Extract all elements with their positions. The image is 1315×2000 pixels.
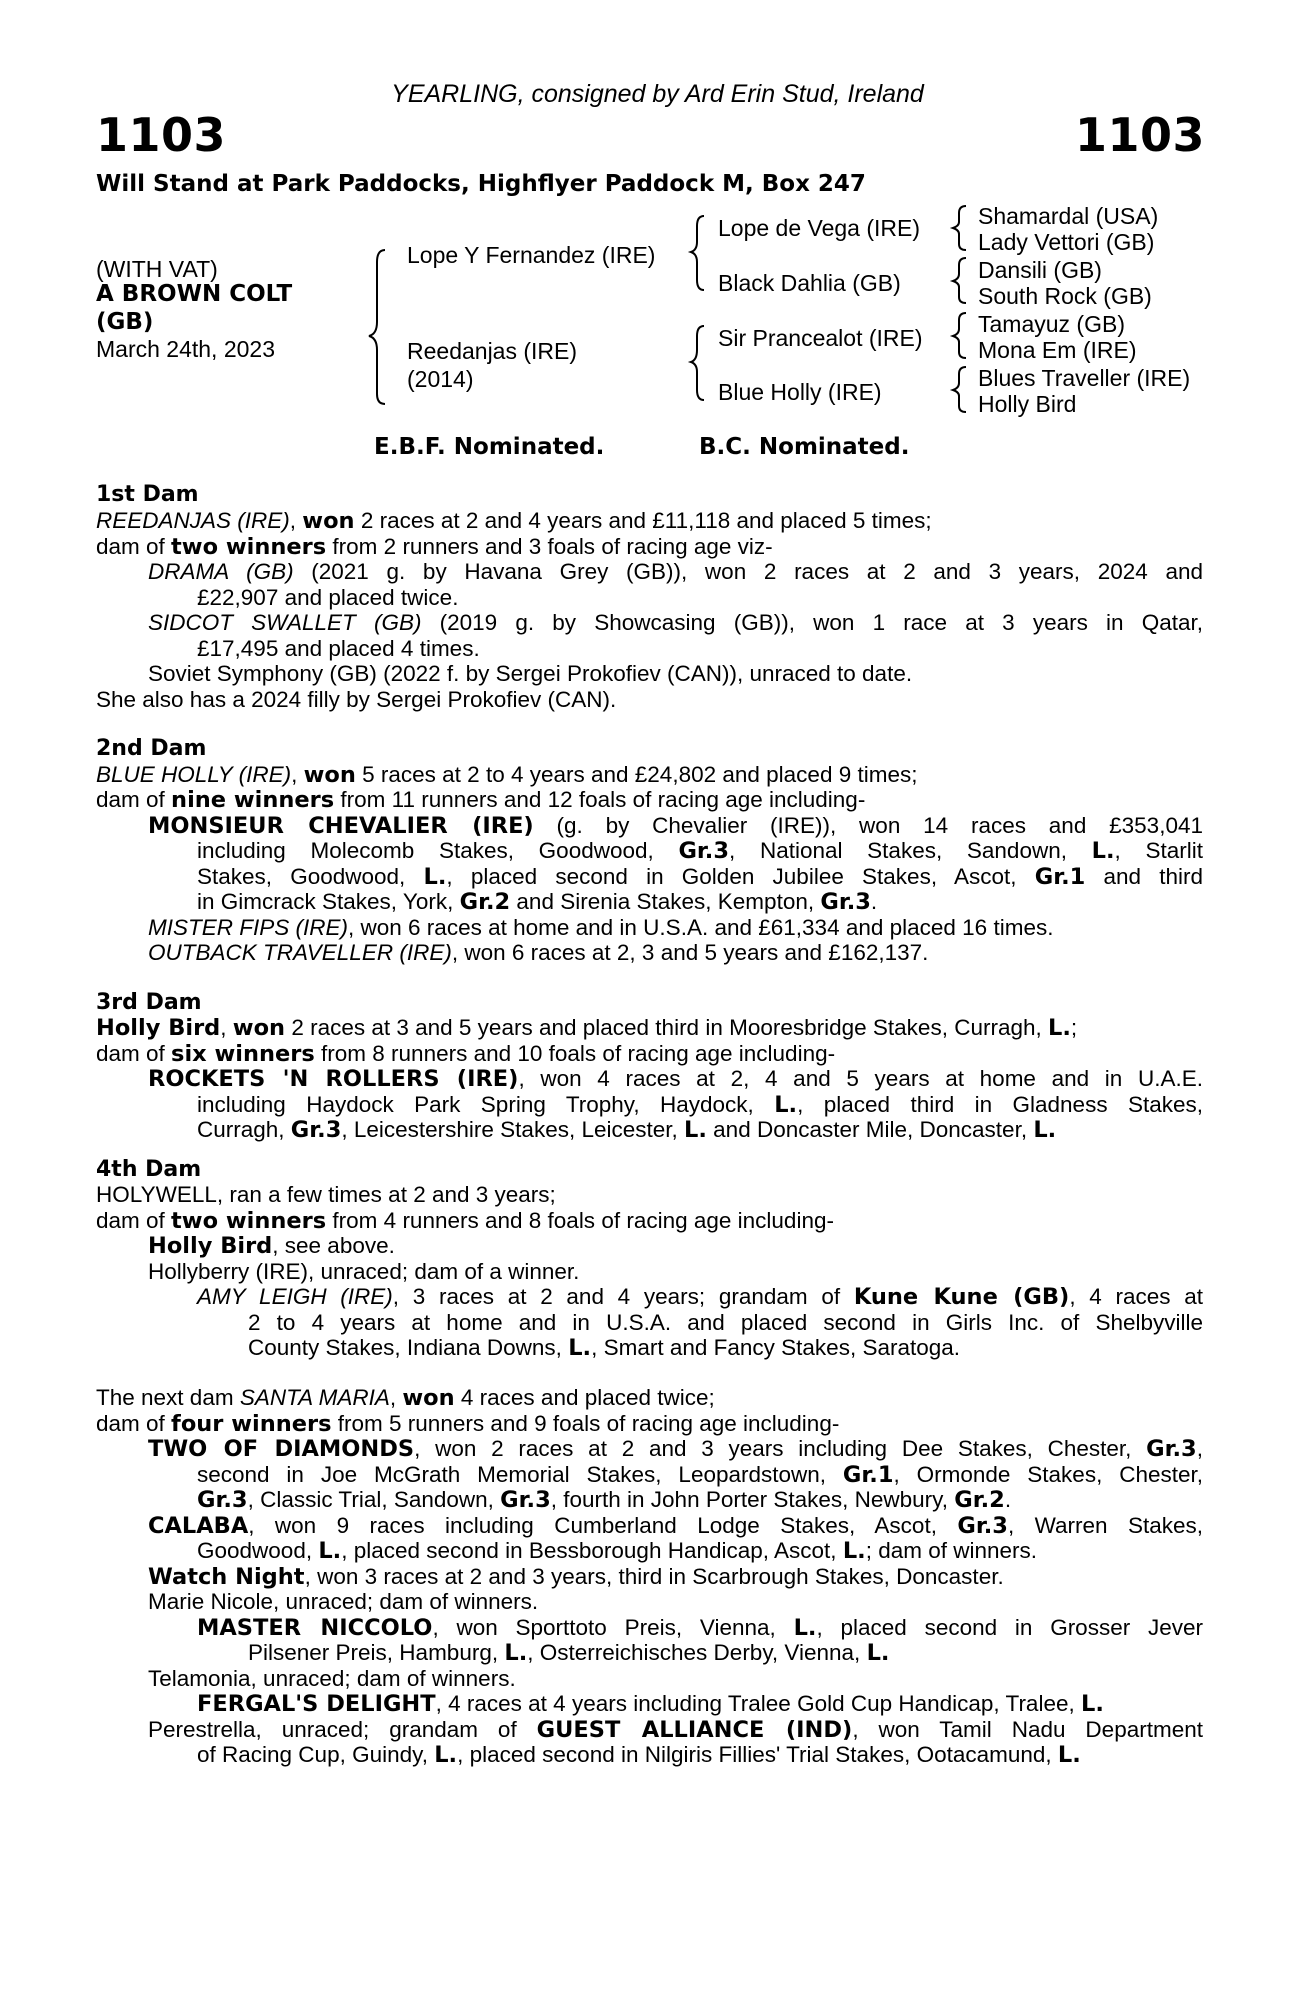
pedigree-ssd: Lady Vettori (GB) bbox=[978, 229, 1155, 255]
second-dam-produce-summary: dam of nine winners from 11 runners and 12 foals of racing age including- bbox=[96, 787, 866, 813]
produce-entry-cont: Gr.3, Classic Trial, Sandown, Gr.3, fourth in John Porter Stakes, Newbury, Gr.2. bbox=[197, 1487, 1012, 1513]
pedigree-dam-dam: Blue Holly (IRE) bbox=[718, 379, 882, 405]
stand-location: Will Stand at Park Paddocks, Highflyer Paddock M, Box 247 bbox=[96, 171, 866, 197]
third-dam-produce-summary: dam of six winners from 8 runners and 10 foals of racing age including- bbox=[96, 1041, 836, 1067]
pedigree-sds: Dansili (GB) bbox=[978, 257, 1102, 283]
pedigree-sss: Shamardal (USA) bbox=[978, 203, 1159, 229]
produce-entry-cont: including Haydock Park Spring Trophy, Haydock, L., placed third in Gladness Stakes, bbox=[197, 1092, 1204, 1118]
produce-entry-cont: in Gimcrack Stakes, York, Gr.2 and Sirenia Stakes, Kempton, Gr.3. bbox=[197, 889, 878, 915]
produce-entry-cont: 2 to 4 years at home and in U.S.A. and placed second in Girls Inc. of Shelbyville bbox=[248, 1310, 1203, 1335]
produce-entry: ROCKETS 'N ROLLERS (IRE), won 4 races at 2, 4 and 5 years at home and in U.A.E. bbox=[148, 1066, 1203, 1092]
pedigree-dam: Reedanjas (IRE) bbox=[407, 338, 578, 364]
produce-entry: MASTER NICCOLO, won Sporttoto Preis, Vienna, L., placed second in Grosser Jever bbox=[197, 1615, 1203, 1641]
produce-entry: MISTER FIPS (IRE), won 6 races at home and in U.S.A. and £61,334 and placed 16 times. bbox=[148, 915, 1054, 940]
horse-origin: (GB) bbox=[96, 309, 154, 335]
produce-entry-cont: Goodwood, L., placed second in Bessborough Handicap, Ascot, L.; dam of winners. bbox=[197, 1538, 1038, 1564]
pedigree-sdd: South Rock (GB) bbox=[978, 283, 1152, 309]
produce-entry: FERGAL'S DELIGHT, 4 races at 4 years including Tralee Gold Cup Handicap, Tralee, L. bbox=[197, 1691, 1104, 1717]
second-dam-heading: 2nd Dam bbox=[96, 736, 207, 761]
produce-entry: Watch Night, won 3 races at 2 and 3 years, third in Scarbrough Stakes, Doncaster. bbox=[148, 1564, 1004, 1590]
pedigree-dsd: Mona Em (IRE) bbox=[978, 337, 1137, 363]
produce-entry: Telamonia, unraced; dam of winners. bbox=[148, 1666, 516, 1691]
next-dam-line: The next dam SANTA MARIA, won 4 races and placed twice; bbox=[96, 1385, 715, 1411]
produce-entry: CALABA, won 9 races including Cumberland Lodge Stakes, Ascot, Gr.3, Warren Stakes, bbox=[148, 1513, 1203, 1539]
pedigree-dam-sire: Sir Prancealot (IRE) bbox=[718, 325, 923, 351]
pedigree-sire-sire: Lope de Vega (IRE) bbox=[718, 215, 921, 241]
third-dam-line: Holly Bird, won 2 races at 3 and 5 years and placed third in Mooresbridge Stakes, Curragh, L.; bbox=[96, 1015, 1078, 1041]
produce-entry-cont: £22,907 and placed twice. bbox=[197, 585, 459, 610]
produce-entry: OUTBACK TRAVELLER (IRE), won 6 races at 2, 3 and 5 years and £162,137. bbox=[148, 940, 929, 965]
produce-entry-cont: Pilsener Preis, Hamburg, L., Osterreichisches Derby, Vienna, L. bbox=[248, 1640, 890, 1666]
produce-entry: TWO OF DIAMONDS, won 2 races at 2 and 3 years including Dee Stakes, Chester, Gr.3, bbox=[148, 1436, 1203, 1462]
produce-note: She also has a 2024 filly by Sergei Prokofiev (CAN). bbox=[96, 687, 617, 712]
produce-entry: Holly Bird, see above. bbox=[148, 1233, 395, 1259]
third-dam-heading: 3rd Dam bbox=[96, 990, 202, 1015]
produce-entry: Hollyberry (IRE), unraced; dam of a winner. bbox=[148, 1259, 580, 1284]
pedigree-dam-year: (2014) bbox=[407, 366, 474, 392]
produce-entry-cont: of Racing Cup, Guindy, L., placed second in Nilgiris Fillies' Trial Stakes, Ootacamund, L. bbox=[197, 1742, 1081, 1768]
produce-entry: DRAMA (GB) (2021 g. by Havana Grey (GB)), won 2 races at 2 and 3 years, 2024 and bbox=[148, 559, 1203, 584]
produce-entry: Perestrella, unraced; grandam of GUEST ALLIANCE (IND), won Tamil Nadu Department bbox=[148, 1717, 1203, 1743]
produce-entry-cont: Curragh, Gr.3, Leicestershire Stakes, Leicester, L. and Doncaster Mile, Doncaster, L. bbox=[197, 1117, 1057, 1143]
produce-entry-cont: including Molecomb Stakes, Goodwood, Gr.3, National Stakes, Sandown, L., Starlit bbox=[197, 838, 1203, 864]
fourth-dam-heading: 4th Dam bbox=[96, 1157, 202, 1182]
produce-entry: MONSIEUR CHEVALIER (IRE) (g. by Chevalier (IRE)), won 14 races and £353,041 bbox=[148, 813, 1203, 839]
pedigree-sire-dam: Black Dahlia (GB) bbox=[718, 270, 901, 296]
bc-nomination: B.C. Nominated. bbox=[699, 434, 910, 460]
horse-description: A BROWN COLT bbox=[96, 281, 293, 307]
produce-entry-cont: County Stakes, Indiana Downs, L., Smart and Fancy Stakes, Saratoga. bbox=[248, 1335, 961, 1361]
pedigree-dds: Blues Traveller (IRE) bbox=[978, 365, 1191, 391]
produce-entry: SIDCOT SWALLET (GB) (2019 g. by Showcasing (GB)), won 1 race at 3 years in Qatar, bbox=[148, 610, 1203, 635]
fourth-dam-produce-summary: dam of two winners from 4 runners and 8 foals of racing age including- bbox=[96, 1208, 834, 1234]
first-dam-line: REEDANJAS (IRE), won 2 races at 2 and 4 years and £11,118 and placed 5 times; bbox=[96, 508, 932, 534]
pedigree-sire: Lope Y Fernandez (IRE) bbox=[407, 242, 656, 268]
pedigree-ddd: Holly Bird bbox=[978, 391, 1077, 417]
lot-number-right: 1103 bbox=[1074, 108, 1205, 162]
ebf-nomination: E.B.F. Nominated. bbox=[374, 434, 605, 460]
second-dam-line: BLUE HOLLY (IRE), won 5 races at 2 to 4 years and £24,802 and placed 9 times; bbox=[96, 762, 918, 788]
pedigree-dss: Tamayuz (GB) bbox=[978, 311, 1125, 337]
produce-entry: Soviet Symphony (GB) (2022 f. by Sergei Prokofiev (CAN)), unraced to date. bbox=[148, 661, 913, 686]
consignment-line: YEARLING, consigned by Ard Erin Stud, Ireland bbox=[391, 80, 924, 108]
vat-note: (WITH VAT) bbox=[96, 256, 218, 282]
produce-entry-cont: second in Joe McGrath Memorial Stakes, Leopardstown, Gr.1, Ormonde Stakes, Chester, bbox=[197, 1462, 1203, 1488]
lot-number-left: 1103 bbox=[96, 108, 227, 162]
produce-entry: Marie Nicole, unraced; dam of winners. bbox=[148, 1589, 539, 1614]
produce-entry: AMY LEIGH (IRE), 3 races at 2 and 4 years; grandam of Kune Kune (GB), 4 races at bbox=[197, 1284, 1203, 1310]
date-of-birth: March 24th, 2023 bbox=[96, 336, 276, 362]
produce-entry-cont: Stakes, Goodwood, L., placed second in Golden Jubilee Stakes, Ascot, Gr.1 and third bbox=[197, 864, 1204, 890]
first-dam-produce-summary: dam of two winners from 2 runners and 3 foals of racing age viz- bbox=[96, 534, 773, 560]
fourth-dam-line: HOLYWELL, ran a few times at 2 and 3 years; bbox=[96, 1182, 556, 1207]
first-dam-heading: 1st Dam bbox=[96, 482, 199, 507]
next-dam-produce-summary: dam of four winners from 5 runners and 9 foals of racing age including- bbox=[96, 1411, 840, 1437]
produce-entry-cont: £17,495 and placed 4 times. bbox=[197, 636, 480, 661]
